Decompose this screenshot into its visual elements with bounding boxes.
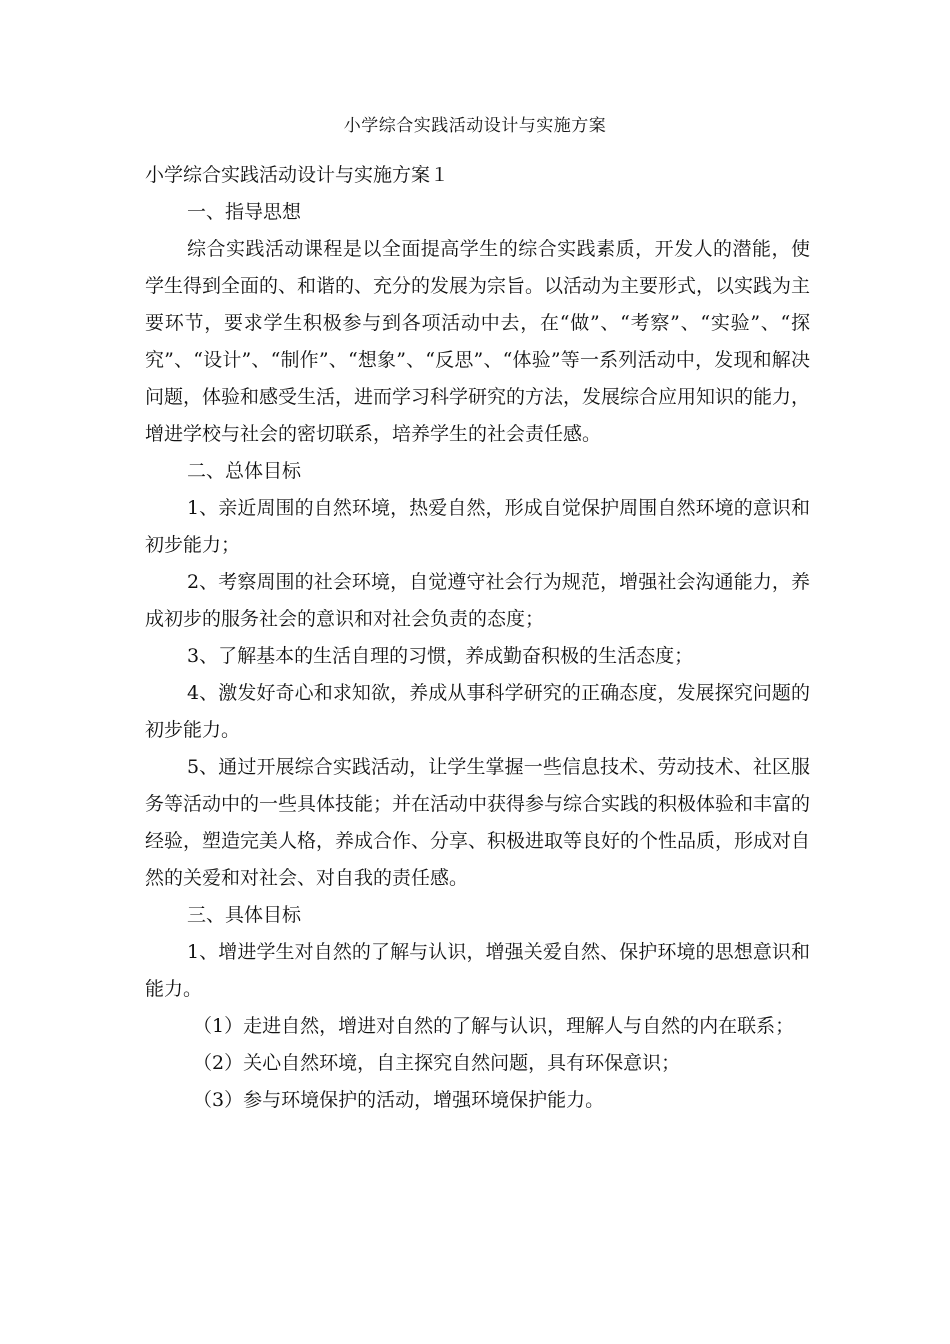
overall-goal-item: 1、亲近周围的自然环境，热爱自然，形成自觉保护周围自然环境的意识和初步能力； (145, 497, 810, 556)
specific-goal-item: 1、增进学生对自然的了解与认识，增强关爱自然、保护环境的思想意识和能力。 (145, 941, 810, 1000)
specific-goal-subitem: （1）走进自然，增进对自然的了解与认识，理解人与自然的内在联系； (193, 1015, 795, 1037)
plan-title: 小学综合实践活动设计与实施方案１ (145, 164, 450, 186)
overall-goal-item: 5、通过开展综合实践活动，让学生掌握一些信息技术、劳动技术、社区服务等活动中的一些具体技能；并在活动中获得参与综合实践的积极体验和丰富的经验，塑造完美人格，养成合作、分享、积极进取等良好的个性品质，形成对自然的关爱和对社会、对自我的责任感。 (145, 756, 811, 889)
specific-goal-subitem: （2）关心自然环境，自主探究自然问题，具有环保意识； (193, 1052, 681, 1074)
section-heading-overall-goals: 二、总体目标 (187, 460, 302, 482)
document-title: 小学综合实践活动设计与实施方案 (343, 116, 607, 136)
guiding-ideology-paragraph: 综合实践活动课程是以全面提高学生的综合实践素质，开发人的潜能，使学生得到全面的、和谐的、充分的发展为宗旨。以活动为主要形式，以实践为主要环节，要求学生积极参与到各项活动中去，在“做”、“考察”、“实验”、“探究”、“设计”、“制作”、“想象”、“反思”、“体验”等一系列活动中，发现和解决问题，体验和感受生活，进而学习科学研究的方法，发展综合应用知识的能力，增进学校与社会的密切联系，培养学生的社会责任感。 (145, 238, 811, 445)
section-heading-specific-goals: 三、具体目标 (187, 904, 302, 926)
section-heading-guiding-ideology: 一、指导思想 (187, 201, 302, 223)
overall-goal-item: 4、激发好奇心和求知欲，养成从事科学研究的正确态度，发展探究问题的初步能力。 (145, 682, 810, 741)
overall-goal-item: 2、考察周围的社会环境，自觉遵守社会行为规范，增强社会沟通能力，养成初步的服务社会的意识和对社会负责的态度； (145, 571, 810, 630)
overall-goal-item: 3、了解基本的生活自理的习惯，养成勤奋积极的生活态度； (187, 645, 694, 667)
specific-goal-subitem: （3）参与环境保护的活动，增强环境保护能力。 (193, 1089, 605, 1111)
document-body (145, 157, 810, 1119)
